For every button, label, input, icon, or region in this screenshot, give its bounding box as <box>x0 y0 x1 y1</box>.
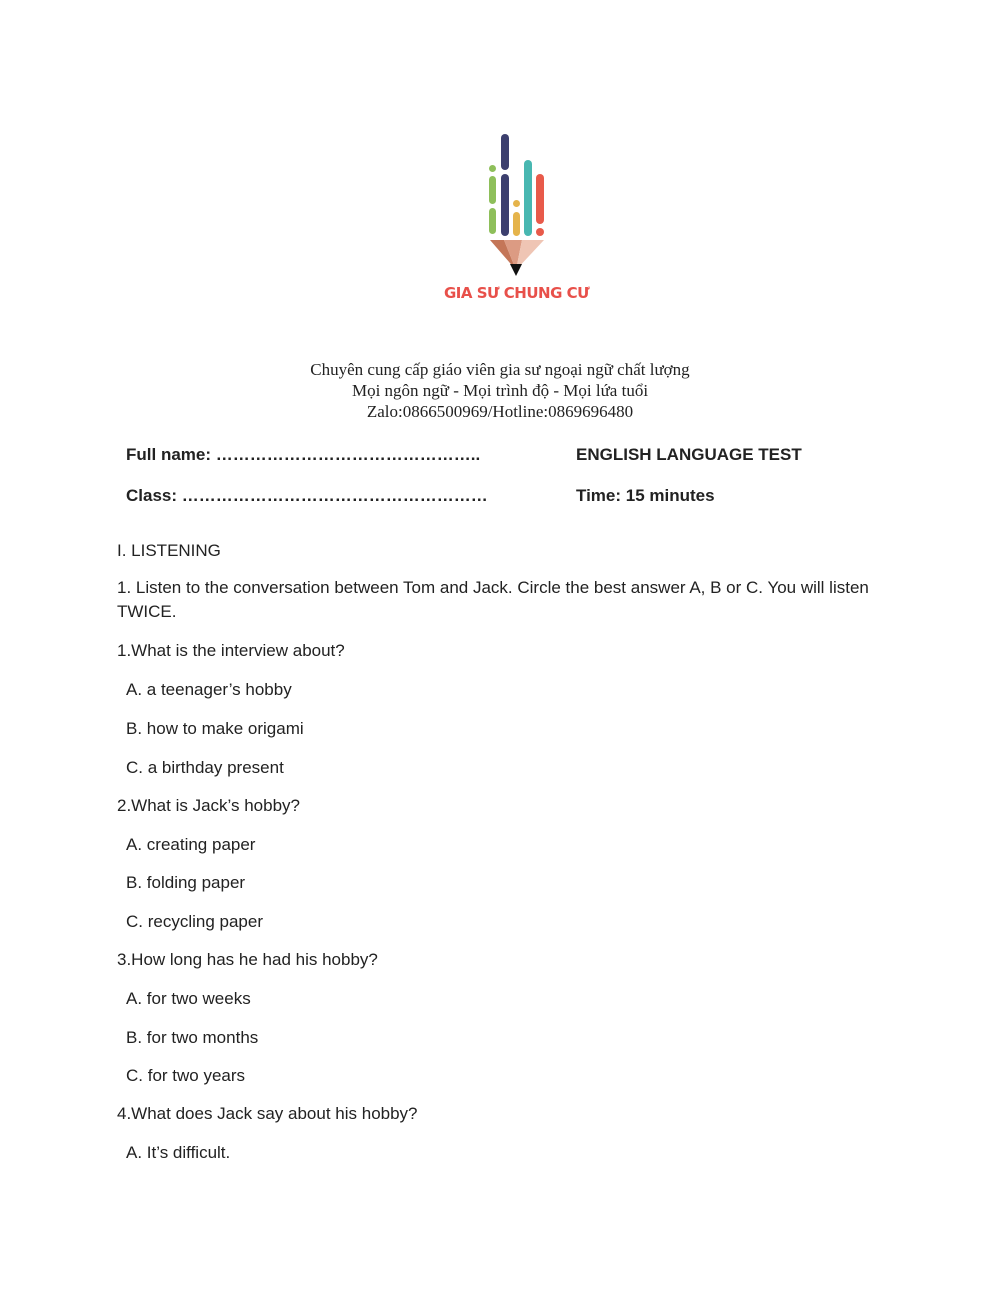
tagline-line-3: Zalo:0866500969/Hotline:0869696480 <box>366 402 634 421</box>
question-1-option-b: B. how to make origami <box>126 719 304 738</box>
question-3: 3.How long has he had his hobby? <box>117 950 378 969</box>
section-instruction: 1. Listen to the conversation between Tom and Jack. Circle the best answer A, B or C. You will listen TWICE. <box>117 578 869 621</box>
question-1: 1.What is the interview about? <box>117 641 345 660</box>
question-4-option-a: A. It’s difficult. <box>126 1143 231 1162</box>
logo-text: GIA SƯ CHUNG CƯ <box>444 284 590 302</box>
question-3-option-c: C. for two years <box>126 1066 246 1085</box>
time-label: Time: 15 minutes <box>576 486 715 505</box>
question-4: 4.What does Jack say about his hobby? <box>117 1104 418 1123</box>
question-3-option-a: A. for two weeks <box>126 989 251 1008</box>
question-2-option-b: B. folding paper <box>126 873 246 892</box>
full-name-label: Full name: ……………………………………….. <box>126 445 481 464</box>
logo-pencil-icon <box>486 130 550 282</box>
question-2: 2.What is Jack’s hobby? <box>117 796 300 815</box>
test-title: ENGLISH LANGUAGE TEST <box>576 445 802 464</box>
tagline-line-1: Chuyên cung cấp giáo viên gia sư ngoại ngữ chất lượng <box>310 360 690 379</box>
class-label: Class: ……………………………………………… <box>126 486 488 505</box>
question-2-option-a: A. creating paper <box>126 835 256 854</box>
section-title: I. LISTENING <box>117 541 221 560</box>
tagline-line-2: Mọi ngôn ngữ - Mọi trình độ - Mọi lứa tuổi <box>351 381 649 400</box>
question-1-option-a: A. a teenager’s hobby <box>126 680 292 699</box>
question-3-option-b: B. for two months <box>126 1028 259 1047</box>
question-1-option-c: C. a birthday present <box>126 758 284 777</box>
question-2-option-c: C. recycling paper <box>126 912 264 931</box>
